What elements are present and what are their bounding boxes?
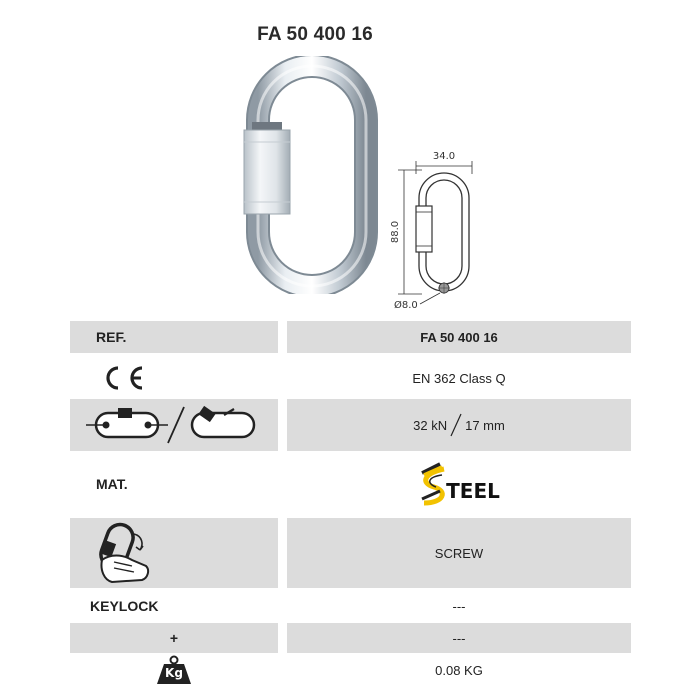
- width-dimension-label: 34.0: [432, 151, 456, 162]
- ce-mark-icon: [98, 365, 148, 391]
- keylock-label: KEYLOCK: [90, 598, 159, 614]
- table-row-locking: [70, 518, 631, 588]
- table-row-plus: [70, 623, 631, 653]
- diameter-dimension-label: Ø8.0: [394, 300, 418, 311]
- quick-link-photo: [236, 56, 382, 294]
- plus-value: ---: [287, 623, 631, 653]
- certification-value: EN 362 Class Q: [412, 370, 506, 386]
- hand-screw-icon: [92, 520, 162, 586]
- table-row-keylock: [70, 592, 631, 620]
- breaking-strength-icon: [84, 403, 264, 447]
- table-row-strength: [70, 399, 631, 451]
- height-dimension-label: 88.0: [390, 220, 401, 244]
- table-row-material: [70, 456, 631, 512]
- weight-value: 0.08 KG: [435, 662, 483, 678]
- keylock-value: ---: [452, 598, 466, 614]
- ref-value: FA 50 400 16: [287, 321, 631, 353]
- ref-label: REF.: [96, 329, 127, 345]
- product-title: FA 50 400 16: [257, 24, 373, 45]
- technical-drawing: [386, 148, 498, 312]
- table-row-weight: [70, 654, 631, 686]
- plus-label: +: [169, 630, 179, 646]
- table-row-certification: [70, 361, 631, 395]
- kg-weight-icon-text: Kg: [165, 666, 183, 680]
- steel-logo: [287, 461, 631, 507]
- table-row-ref: [70, 321, 631, 353]
- kg-weight-icon: [155, 655, 193, 685]
- material-label: MAT.: [96, 476, 128, 492]
- locking-value: SCREW: [287, 518, 631, 588]
- slash-divider: [450, 413, 462, 437]
- gate-opening: 17 mm: [465, 417, 505, 433]
- major-axis-strength: 32 kN: [413, 417, 448, 433]
- steel-logo-text: TEEL: [446, 479, 500, 503]
